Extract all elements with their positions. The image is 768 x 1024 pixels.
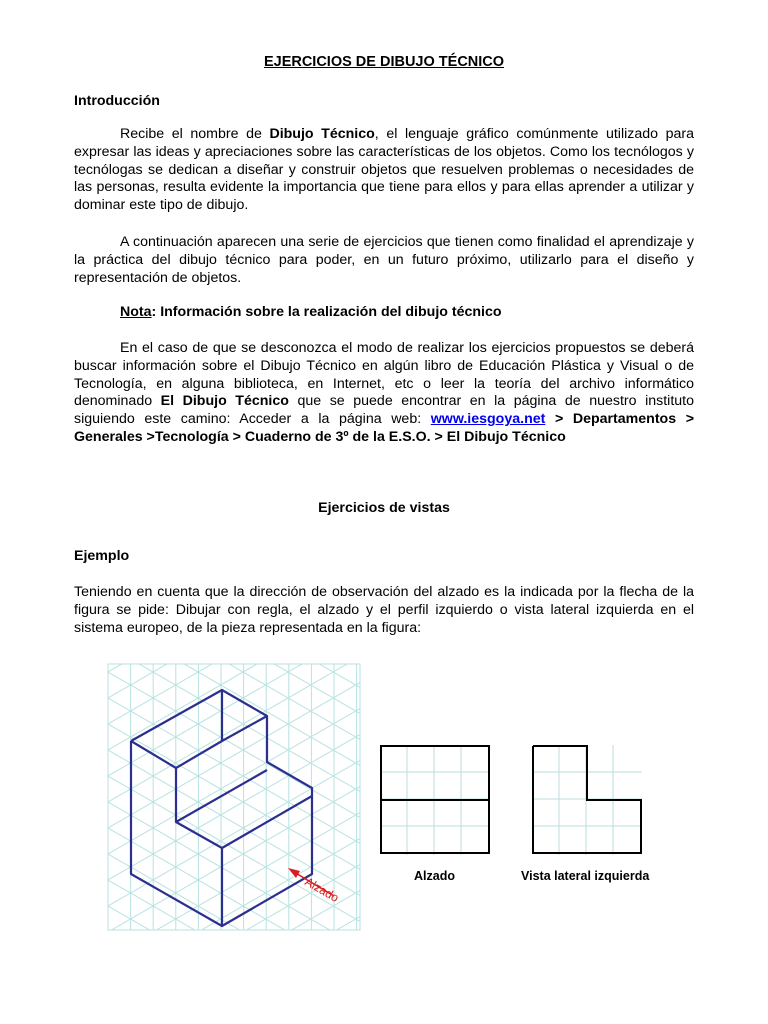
info-text-c: que se puede encontrar en la página de nuestro instituto siguiendo este camino: Acceder a la página web:: [74, 393, 694, 428]
alzado-view: [380, 745, 490, 855]
info-bold-filename: El Dibujo Técnico: [160, 393, 289, 410]
intro-p1-bold: Dibujo Técnico: [269, 126, 375, 142]
caption-lateral: Vista lateral izquierda: [521, 869, 650, 883]
intro-paragraph-2: [74, 234, 694, 287]
intro-heading: Introducción: [74, 93, 160, 109]
intro-paragraph-1: [74, 126, 694, 215]
ejemplo-heading: Ejemplo: [74, 548, 130, 564]
nota-heading: [120, 304, 502, 320]
page-title: EJERCICIOS DE DIBUJO TÉCNICO: [263, 54, 505, 70]
lateral-view: [532, 745, 642, 855]
nota-text: : Información sobre la realización del dibujo técnico: [151, 304, 502, 320]
info-paragraph: [74, 340, 694, 447]
website-link[interactable]: www.iesgoya.net: [430, 411, 546, 428]
info-path-bold: > Departamentos > Generales >Tecnología > Cuaderno de 3º de la E.S.O. > El Dibujo Técnico: [74, 411, 694, 445]
alzado-arrow-label: Alzado: [302, 874, 342, 905]
caption-alzado: Alzado: [414, 869, 455, 883]
intro-p2-text: A continuación aparecen una serie de ejercicios que tienen como finalidad el aprendizaje y la práctica del dibujo técnico para poder, en un futuro próximo, utilizarlo para el diseño y representación de objetos.: [74, 234, 694, 286]
intro-p1-text-c: , el lenguaje gráfico comúnmente utilizado para expresar las ideas y apreciaciones sobre las características de los objetos. Como los tecnólogos y tecnólogas se dedican a diseñar y construir objetos que resuelven problemas o necesidades de las personas, resulta evidente la importancia que tiene para ellos y para ellas aprender a utilizar y dominar este tipo de dibujo.: [74, 126, 695, 214]
nota-label: Nota: [120, 304, 152, 320]
intro-p1-text-a: Recibe el nombre de: [120, 126, 270, 142]
alzado-outline: [381, 746, 489, 853]
isometric-figure: [108, 664, 360, 930]
info-text-a: En el caso de que se desconozca el modo de realizar los ejercicios propuestos se deberá buscar información sobre el Dibujo Técnico en algún libro de Educación Plástica y Visual o de Tecnología, en alguna biblioteca, en Internet, etc o leer la teoría del archivo informático denominado: [74, 340, 694, 410]
ejemplo-paragraph: Teniendo en cuenta que la dirección de observación del alzado es la indicada por la flecha de la figura se pide: Dibujar con regla, el alzado y el perfil izquierdo o vista lateral izquierda en el sistema europeo, de la pieza representada en la figura:: [74, 584, 694, 636]
section-heading: Ejercicios de vistas: [318, 500, 450, 516]
